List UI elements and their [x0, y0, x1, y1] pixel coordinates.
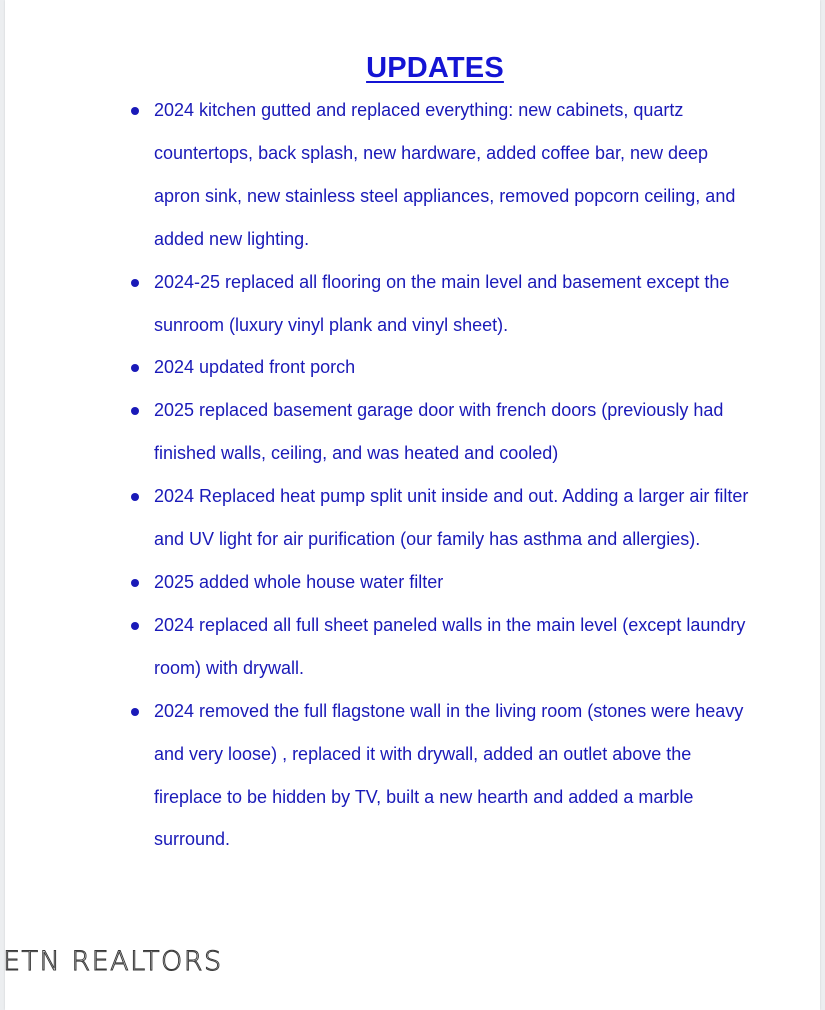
- list-item-text: 2024-25 replaced all flooring on the main level and basement except the sunroom (luxury vinyl plank and vinyl sheet).: [154, 271, 730, 335]
- bullet-icon: [131, 579, 139, 587]
- list-item-text: 2024 kitchen gutted and replaced everything: new cabinets, quartz countertops, back splash, new hardware, added coffee bar, new deep apron sink, new stainless steel appliances, removed popcorn ceiling, and added new lighting.: [154, 100, 736, 249]
- page-title: UPDATES: [366, 52, 504, 84]
- list-item-text: 2024 Replaced heat pump split unit inside and out. Adding a larger air filter and UV light for air purification (our family has asthma and allergies).: [154, 486, 749, 550]
- bullet-icon: [131, 107, 139, 115]
- bullet-icon: [131, 364, 139, 372]
- bullet-icon: [131, 708, 139, 716]
- list-item: [154, 475, 754, 561]
- list-item: [154, 89, 754, 261]
- list-item: [154, 561, 754, 604]
- list-item: [154, 690, 754, 862]
- list-item-text: 2024 updated front porch: [154, 357, 356, 378]
- list-item-text: 2025 added whole house water filter: [154, 571, 444, 592]
- list-item-text: 2024 replaced all full sheet paneled walls in the main level (except laundry room) with drywall.: [154, 614, 746, 678]
- list-item-text: 2025 replaced basement garage door with french doors (previously had finished walls, ceiling, and was heated and cooled): [154, 400, 724, 464]
- bullet-icon: [131, 407, 139, 415]
- document-page: [5, 0, 820, 1010]
- watermark-logo: ETN REALTORS: [3, 946, 223, 977]
- bullet-icon: [131, 279, 139, 287]
- list-item-text: 2024 removed the full flagstone wall in the living room (stones were heavy and very loose) , replaced it with drywall, added an outlet above the fireplace to be hidden by TV, built a new hearth and added a marble surround.: [154, 700, 744, 850]
- list-item: [154, 261, 754, 347]
- updates-list: [154, 89, 754, 861]
- bullet-icon: [131, 622, 139, 630]
- list-item: [154, 346, 754, 389]
- list-item: [154, 604, 754, 690]
- list-item: [154, 389, 754, 475]
- bullet-icon: [131, 493, 139, 501]
